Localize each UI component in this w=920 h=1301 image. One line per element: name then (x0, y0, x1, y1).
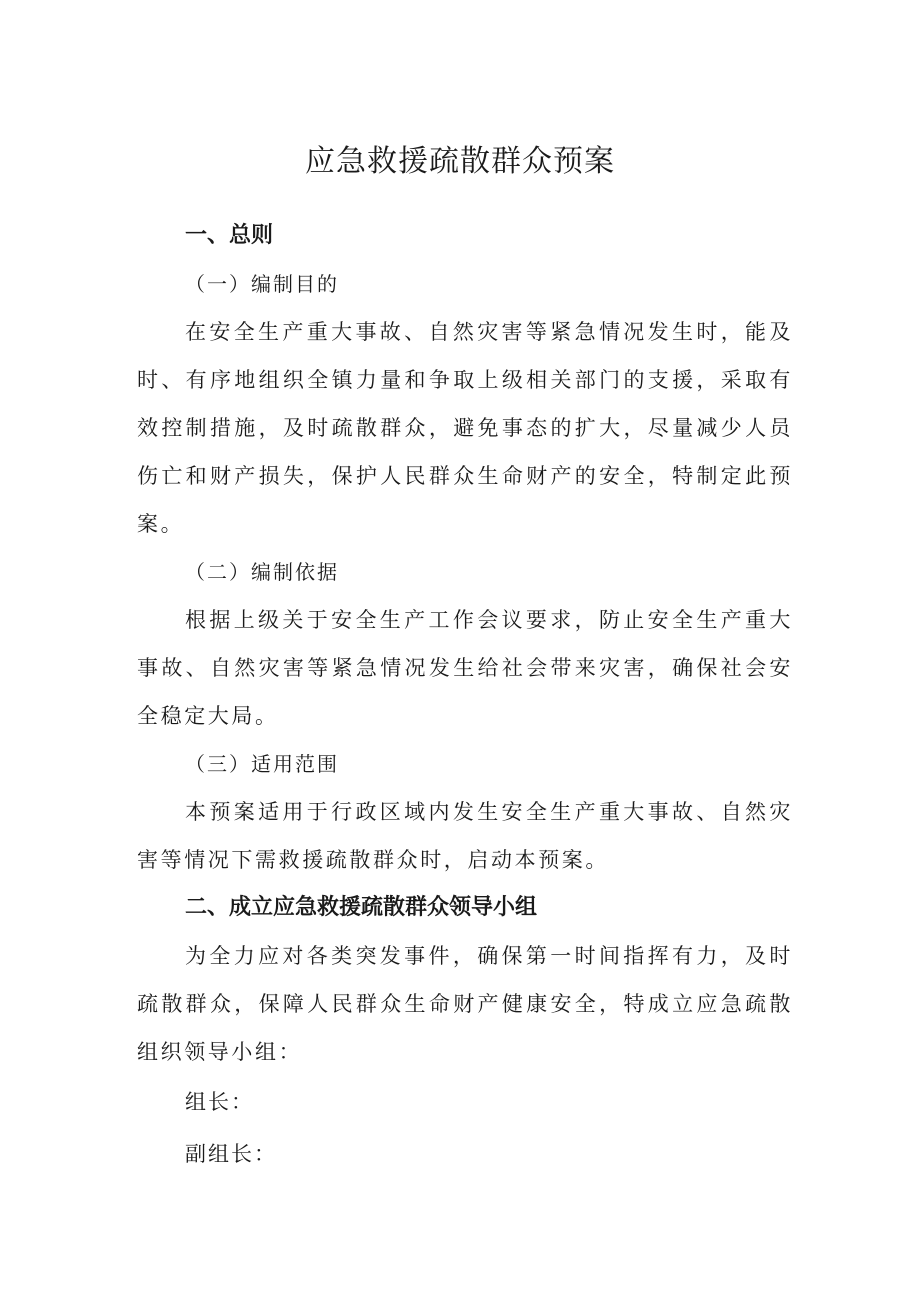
field-deputy-group-leader: 副组长： (185, 1142, 277, 1166)
subsection-heading-scope: （三）适用范围 (185, 752, 339, 776)
section-heading-leadership-group: 二、成立应急救援疏散群众领导小组 (185, 895, 538, 920)
field-group-leader: 组长： (185, 1090, 254, 1114)
paragraph-scope: 本预案适用于行政区域内发生安全生产重大事故、自然灾害等情况下需救援疏散群众时，启动本预案。 (137, 800, 793, 872)
paragraph-purpose: 在安全生产重大事故、自然灾害等紧急情况发生时，能及时、有序地组织全镇力量和争取上级相关部门的支援，采取有效控制措施，及时疏散群众，避免事态的扩大，尽量减少人员伤亡和财产损失，保护人民群众生命财产的安全，特制定此预案。 (137, 320, 793, 536)
subsection-heading-basis: （二）编制依据 (185, 560, 339, 584)
paragraph-leadership-group: 为全力应对各类突发事件，确保第一时间指挥有力，及时疏散群众，保障人民群众生命财产健康安全，特成立应急疏散组织领导小组： (137, 944, 793, 1064)
document-body (137, 212, 793, 1180)
section-heading-general: 一、总则 (185, 223, 274, 248)
page-title: 应急救援疏散群众预案 (305, 144, 615, 179)
paragraph-basis: 根据上级关于安全生产工作会议要求，防止安全生产重大事故、自然灾害等紧急情况发生给社会带来灾害，确保社会安全稳定大局。 (137, 608, 793, 728)
subsection-heading-purpose: （一）编制目的 (185, 272, 339, 296)
